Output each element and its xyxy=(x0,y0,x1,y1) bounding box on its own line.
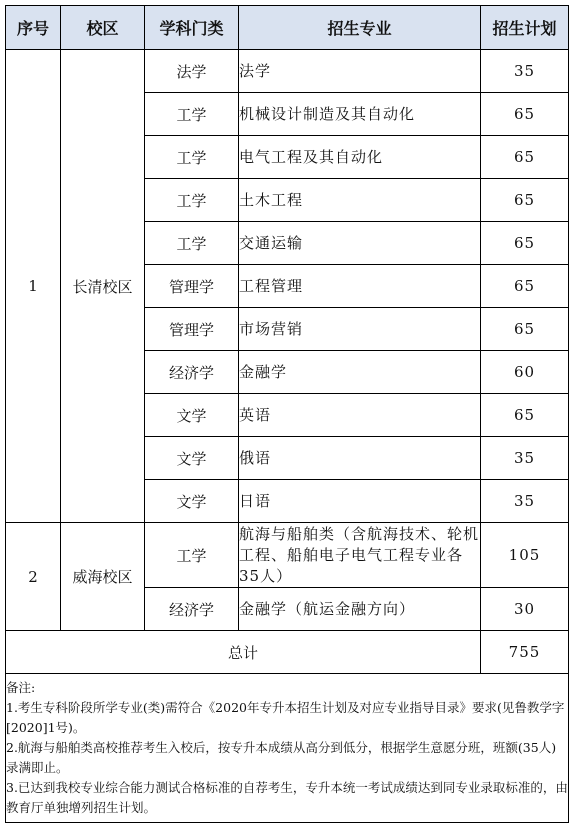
row-category: 管理学 xyxy=(145,308,239,351)
row-plan: 65 xyxy=(481,394,569,437)
header-index: 序号 xyxy=(6,6,61,50)
note-item: 3.已达到我校专业综合能力测试合格标准的自荐考生，专升本统一考试成绩达到同专业录取标准的，由教育厅单独增列招生计划。 xyxy=(6,780,568,815)
header-plan: 招生计划 xyxy=(481,6,569,50)
header-major: 招生专业 xyxy=(239,6,481,50)
row-major: 土木工程 xyxy=(239,179,481,222)
row-category: 工学 xyxy=(145,179,239,222)
total-row xyxy=(6,631,569,674)
row-major: 金融学（航运金融方向） xyxy=(239,588,481,631)
row-plan: 35 xyxy=(481,480,569,523)
header-campus: 校区 xyxy=(61,6,145,50)
note-item: 2.航海与船舶类高校推荐考生入校后，按专升本成绩从高分到低分，根据学生意愿分班，班额(35人)录满即止。 xyxy=(6,740,557,775)
row-major: 英语 xyxy=(239,394,481,437)
row-major: 航海与船舶类（含航海技术、轮机工程、船舶电子电气工程专业各35人） xyxy=(239,523,481,588)
row-major: 电气工程及其自动化 xyxy=(239,136,481,179)
group-campus: 威海校区 xyxy=(61,523,145,631)
row-plan: 65 xyxy=(481,265,569,308)
row-major: 法学 xyxy=(239,50,481,93)
row-plan: 35 xyxy=(481,50,569,93)
row-category: 法学 xyxy=(145,50,239,93)
header-category: 学科门类 xyxy=(145,6,239,50)
row-major: 俄语 xyxy=(239,437,481,480)
row-category: 经济学 xyxy=(145,351,239,394)
table-row xyxy=(6,523,569,588)
total-value: 755 xyxy=(481,631,569,674)
row-plan: 30 xyxy=(481,588,569,631)
notes-row xyxy=(6,674,569,823)
notes-title: 备注: xyxy=(6,680,36,695)
row-plan: 65 xyxy=(481,308,569,351)
note-item: 1.考生专科阶段所学专业(类)需符合《2020年专升本招生计划及对应专业指导目录》要求(见鲁教学字[2020]1号)。 xyxy=(6,700,565,735)
row-category: 工学 xyxy=(145,136,239,179)
row-plan: 65 xyxy=(481,136,569,179)
group-index: 1 xyxy=(6,50,61,523)
row-major: 市场营销 xyxy=(239,308,481,351)
notes-cell xyxy=(6,674,569,823)
total-label: 总计 xyxy=(6,631,481,674)
row-category: 经济学 xyxy=(145,588,239,631)
group-index: 2 xyxy=(6,523,61,631)
table-row xyxy=(6,50,569,93)
row-plan: 35 xyxy=(481,437,569,480)
row-category: 文学 xyxy=(145,394,239,437)
row-plan: 105 xyxy=(481,523,569,588)
table-header-row xyxy=(6,6,569,50)
group-campus: 长清校区 xyxy=(61,50,145,523)
enrollment-plan-table xyxy=(5,5,569,823)
row-major: 日语 xyxy=(239,480,481,523)
row-category: 工学 xyxy=(145,93,239,136)
row-major: 工程管理 xyxy=(239,265,481,308)
row-plan: 65 xyxy=(481,93,569,136)
row-plan: 65 xyxy=(481,179,569,222)
row-major: 交通运输 xyxy=(239,222,481,265)
row-major: 金融学 xyxy=(239,351,481,394)
row-category: 工学 xyxy=(145,222,239,265)
row-major: 机械设计制造及其自动化 xyxy=(239,93,481,136)
row-plan: 60 xyxy=(481,351,569,394)
row-plan: 65 xyxy=(481,222,569,265)
row-category: 文学 xyxy=(145,437,239,480)
row-category: 工学 xyxy=(145,523,239,588)
row-category: 管理学 xyxy=(145,265,239,308)
row-category: 文学 xyxy=(145,480,239,523)
